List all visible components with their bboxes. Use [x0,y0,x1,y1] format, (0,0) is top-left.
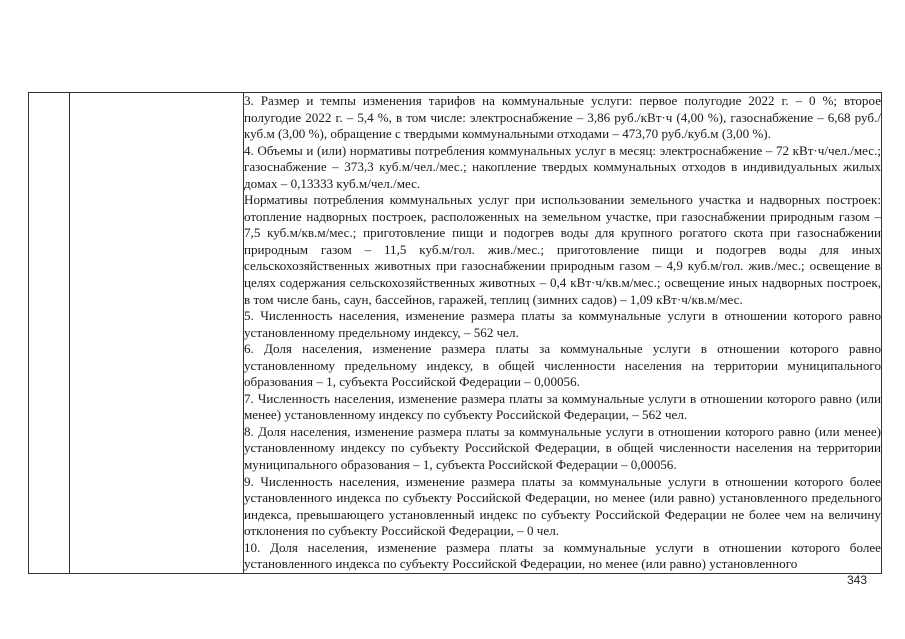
paragraph-norms: Нормативы потребления коммунальных услуг при использовании земельного участка и надворных построек: отопление надворных построек, расположенных на земельном участке, при газоснабжении природным газом – 7,5 куб.м/кв.м/мес.; приготовление пищи и подогрев воды для крупного рогатого скота при газоснабжении природным газом – 11,5 куб.м/гол. жив./мес.; приготовление пищи и подогрев воды для иных сельскохозяйственных животных при газоснабжении природным газом – 4,9 куб.м/гол. жив./мес.; освещение в целях содержания сельскохозяйственных животных – 0,4 кВт·ч/кв.м/мес.; освещение иных надворных построек, в том числе бань, саун, бассейнов, гаражей, теплиц (зимних садов) – 1,09 кВт·ч/кв.м/мес. [244,192,881,307]
paragraph-item-10: 10. Доля населения, изменение размера платы за коммунальные услуги в отношении которого более установленного индекса по субъекту Российской Федерации, но менее (или равно) установленного [244,539,881,572]
document-table [28,92,882,574]
paragraph-item-3: 3. Размер и темпы изменения тарифов на коммунальные услуги: первое полугодие 2022 г. – 0 %; второе полугодие 2022 г. – 5,4 %, в том числе: электроснабжение – 3,86 руб./кВт·ч (4,00 %), газоснабжение – 6,68 руб./куб.м (3,00 %), обращение с твердыми коммунальными отходами – 473,70 руб./куб.м (3,00 %). [244,93,881,142]
table-row [29,93,882,574]
table-cell-name [70,93,244,574]
paragraph-item-5: 5. Численность населения, изменение размера платы за коммунальные услуги в отношении которого равно установленному предельному индексу, – 562 чел. [244,308,881,340]
paragraph-item-6: 6. Доля населения, изменение размера платы за коммунальные услуги в отношении которого равно установленному предельному индексу, в общей численности населения на территории муниципального образования – 1, субъекта Российской Федерации – 0,00056. [244,341,881,390]
content-text [244,93,881,573]
page-number: 343 [847,573,868,587]
table-cell-content [244,93,882,574]
paragraph-item-7: 7. Численность населения, изменение размера платы за коммунальные услуги в отношении которого равно (или менее) установленному индексу по субъекту Российской Федерации, – 562 чел. [244,390,881,423]
paragraph-item-8: 8. Доля населения, изменение размера платы за коммунальные услуги в отношении которого равно (или менее) установленному индексу по субъекту Российской Федерации, в общей численности населения на территории муниципального образования – 1, субъекта Российской Федерации – 0,00056. [244,423,881,473]
paragraph-item-9: 9. Численность населения, изменение размера платы за коммунальные услуги в отношении которого более установленного индекса по субъекту Российской Федерации, но менее (или равно) установленного предельного индекса, превышающего установленный индекс по субъекту Российской Федерации не более чем на величину отклонения по субъекту Российской Федерации, – 0 чел. [244,473,881,539]
paragraph-item-4: 4. Объемы и (или) нормативы потребления коммунальных услуг в месяц: электроснабжение – 72 кВт·ч/чел./мес.; газоснабжение – 373,3 куб.м/чел./мес.; накопление твердых коммунальных отходов в индивидуальных жилых домах – 0,13333 куб.м/чел./мес. [244,142,881,191]
table-cell-number [29,93,70,574]
